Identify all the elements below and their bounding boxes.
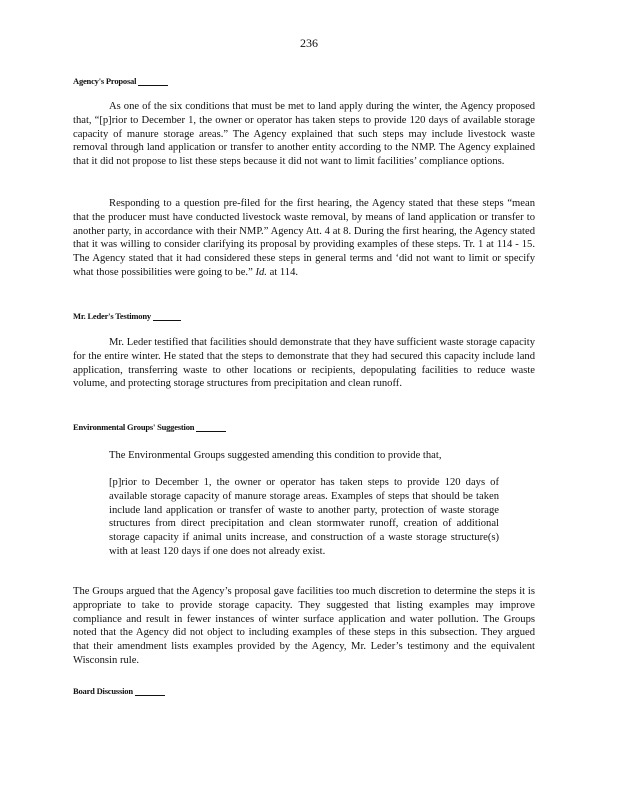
page-number: 236 xyxy=(300,36,318,50)
heading-underline xyxy=(135,686,165,696)
citation-page: at 114. xyxy=(266,266,299,278)
paragraph-agency-1: As one of the six conditions that must be met to land apply during the winter, the Agency proposed that, “[p]rior to December 1, the owner or operator has taken steps to provide 120 days of available storage capacity of manure storage areas.” The Agency explained that such steps may include livestock waste removal through land application or transfer to another entity according to the NMP. The Agency explained that it did not propose to list these steps because it did not want to limit facilities’ compliance options. xyxy=(73,101,535,168)
heading-underline xyxy=(138,76,168,86)
paragraph-agency-2-text: Responding to a question pre-filed for the first hearing, the Agency stated that these steps “mean that the producer must have conducted livestock waste removal, by means of land application or transfer to another party, in accordance with their NMP.” Agency Att. 4 at 8. During the first hearing, the Agency stated that it was willing to consider clarifying its proposal by providing examples of these steps. Tr. 1 at 114 - 15. The Agency stated that it had considered these steps in general terms and ‘did not want to limit or specify what those possibilities were going to be.” xyxy=(73,198,535,278)
citation-id: Id. xyxy=(255,266,267,278)
paragraph-agency-2 xyxy=(73,197,535,280)
heading-leder-testimony xyxy=(73,311,181,321)
paragraph-leder-1: Mr. Leder testified that facilities should demonstrate that they have sufficient waste storage capacity for the entire winter. He stated that the steps to demonstrate that they had secured this capacity include land application, transferring waste to other locations or recipients, depopulating facilities to reduce waste volume, and protecting storage structures from precipitation and clean runoff. xyxy=(73,337,535,390)
heading-text: Board Discussion xyxy=(73,686,133,696)
paragraph-groups-intro: The Environmental Groups suggested amending this condition to provide that, xyxy=(109,450,442,461)
heading-underline xyxy=(153,311,181,321)
heading-text: Environmental Groups' Suggestion xyxy=(73,422,195,432)
paragraph-groups-2: The Groups argued that the Agency’s proposal gave facilities too much discretion to determine the steps it is appropriate to take to provide storage capacity. They suggested that listing examples may improve compliance and result in fewer instances of winter surface application and water pollution. The Groups noted that the Agency did not object to including examples of these steps in this subsection. They argued that their amendment lists examples provided by the Agency, Mr. Leder’s testimony and the equivalent Wisconsin rule. xyxy=(73,586,535,666)
heading-text: Mr. Leder's Testimony xyxy=(73,311,151,321)
block-quote-groups: [p]rior to December 1, the owner or operator has taken steps to provide 120 days of available storage capacity of manure storage areas. Examples of steps that should be taken include land application or transfer of waste to another party, protection of waste storage structures from direct precipitation and clean stormwater runoff, creation of additional storage capacity if animal units increase, and construction of a waste storage structure(s) with at least 120 days if one does not already exist. xyxy=(109,477,499,557)
heading-text: Agency's Proposal xyxy=(73,76,137,86)
heading-board-discussion xyxy=(73,686,165,696)
heading-agency-proposal xyxy=(73,76,168,86)
heading-underline xyxy=(196,422,226,432)
heading-groups-suggestion xyxy=(73,422,226,432)
